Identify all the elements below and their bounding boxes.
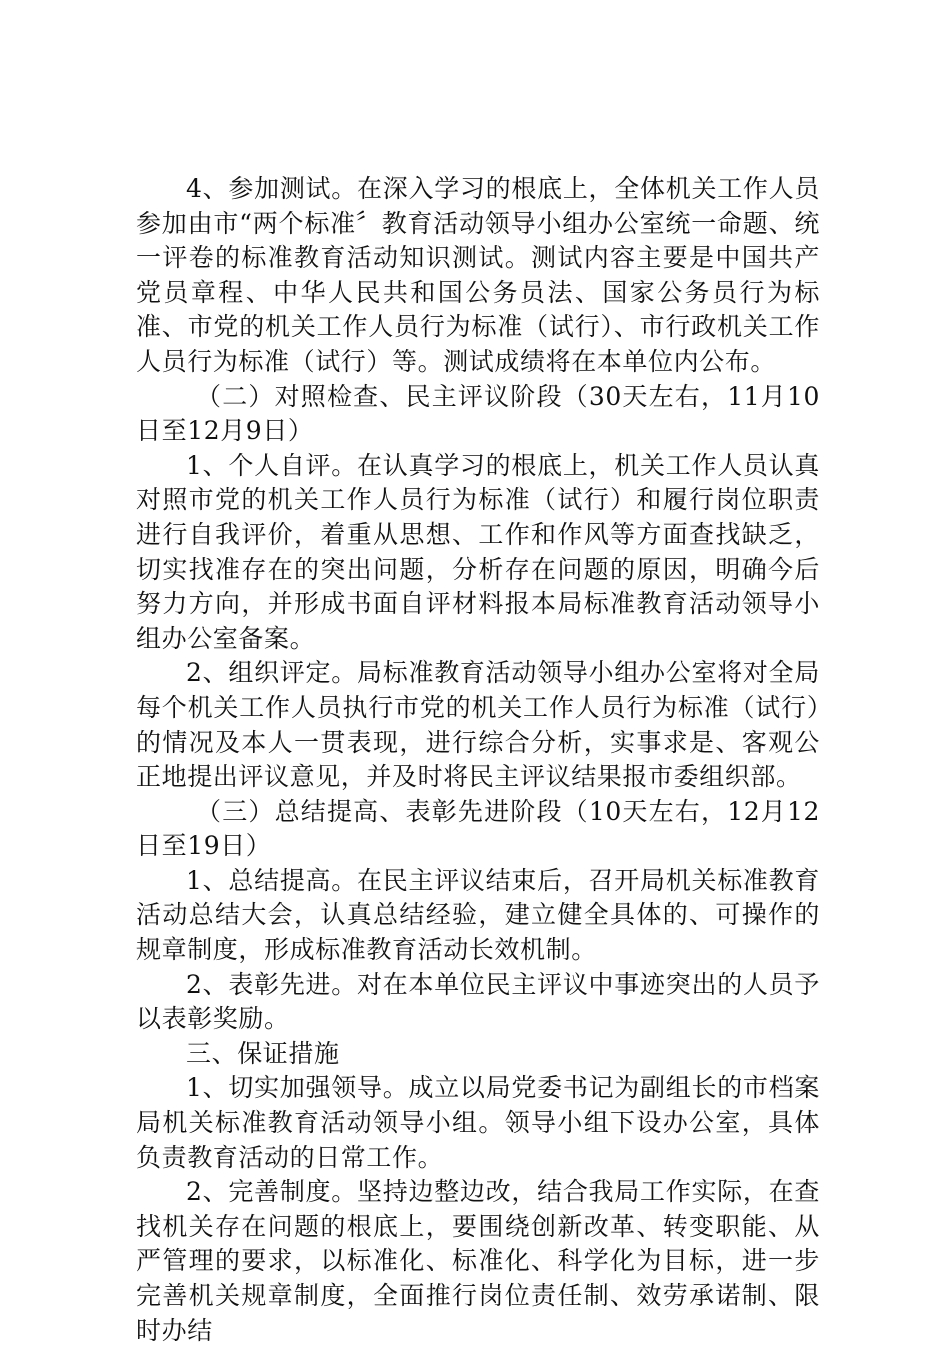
paragraph-participate-test: 4、参加测试。在深入学习的根底上，全体机关工作人员参加由市“两个标准〞教育活动领导小组办公室统一命题、统一评卷的标准教育活动知识测试。测试内容主要是中国共产党员章程、中华人民共和国公务员法、国家公务员行为标准、市党的机关工作人员行为标准（试行）、市行政机关工作人员行为标准（试行）等。测试成绩将在本单位内公布。 — [136, 174, 820, 376]
paragraph-improve-system: 2、完善制度。坚持边整边改，结合我局工作实际，在查找机关存在问题的根底上，要围绕创新改革、转变职能、从严管理的要求，以标准化、标准化、科学化为目标，进一步完善机关规章制度，全面推行岗位责任制、效劳承诺制、限时办结 — [136, 1177, 820, 1345]
paragraph-commend-advanced: 2、表彰先进。对在本单位民主评议中事迹突出的人员予以表彰奖励。 — [136, 969, 820, 1034]
section-heading-guarantee-measures: 三、保证措施 — [186, 1038, 340, 1068]
section-heading-summary-stage: （三）总结提高、表彰先进阶段（10天左右，12月12日至19日） — [136, 796, 820, 861]
paragraph-strengthen-leadership: 1、切实加强领导。成立以局党委书记为副组长的市档案局机关标准教育活动领导小组。领导小组下设办公室，具体负责教育活动的日常工作。 — [136, 1073, 820, 1172]
paragraph-self-evaluation: 1、个人自评。在认真学习的根底上，机关工作人员认真对照市党的机关工作人员行为标准（试行）和履行岗位职责进行自我评价，着重从思想、工作和作风等方面查找缺乏，切实找准存在的突出问题，分析存在问题的原因，明确今后努力方向，并形成书面自评材料报本局标准教育活动领导小组办公室备案。 — [136, 450, 820, 653]
section-heading-review-stage: （二）对照检查、民主评议阶段（30天左右，11月10日至12月9日） — [136, 381, 820, 446]
paragraph-organized-assessment: 2、组织评定。局标准教育活动领导小组办公室将对全局每个机关工作人员执行市党的机关工作人员行为标准（试行）的情况及本人一贯表现，进行综合分析，实事求是、客观公正地提出评议意见，并及时将民主评议结果报市委组织部。 — [136, 658, 820, 792]
paragraph-summarize-improve: 1、总结提高。在民主评议结束后，召开局机关标准教育活动总结大会，认真总结经验，建立健全具体的、可操作的规章制度，形成标准教育活动长效机制。 — [136, 865, 820, 965]
document-body — [136, 172, 820, 1348]
